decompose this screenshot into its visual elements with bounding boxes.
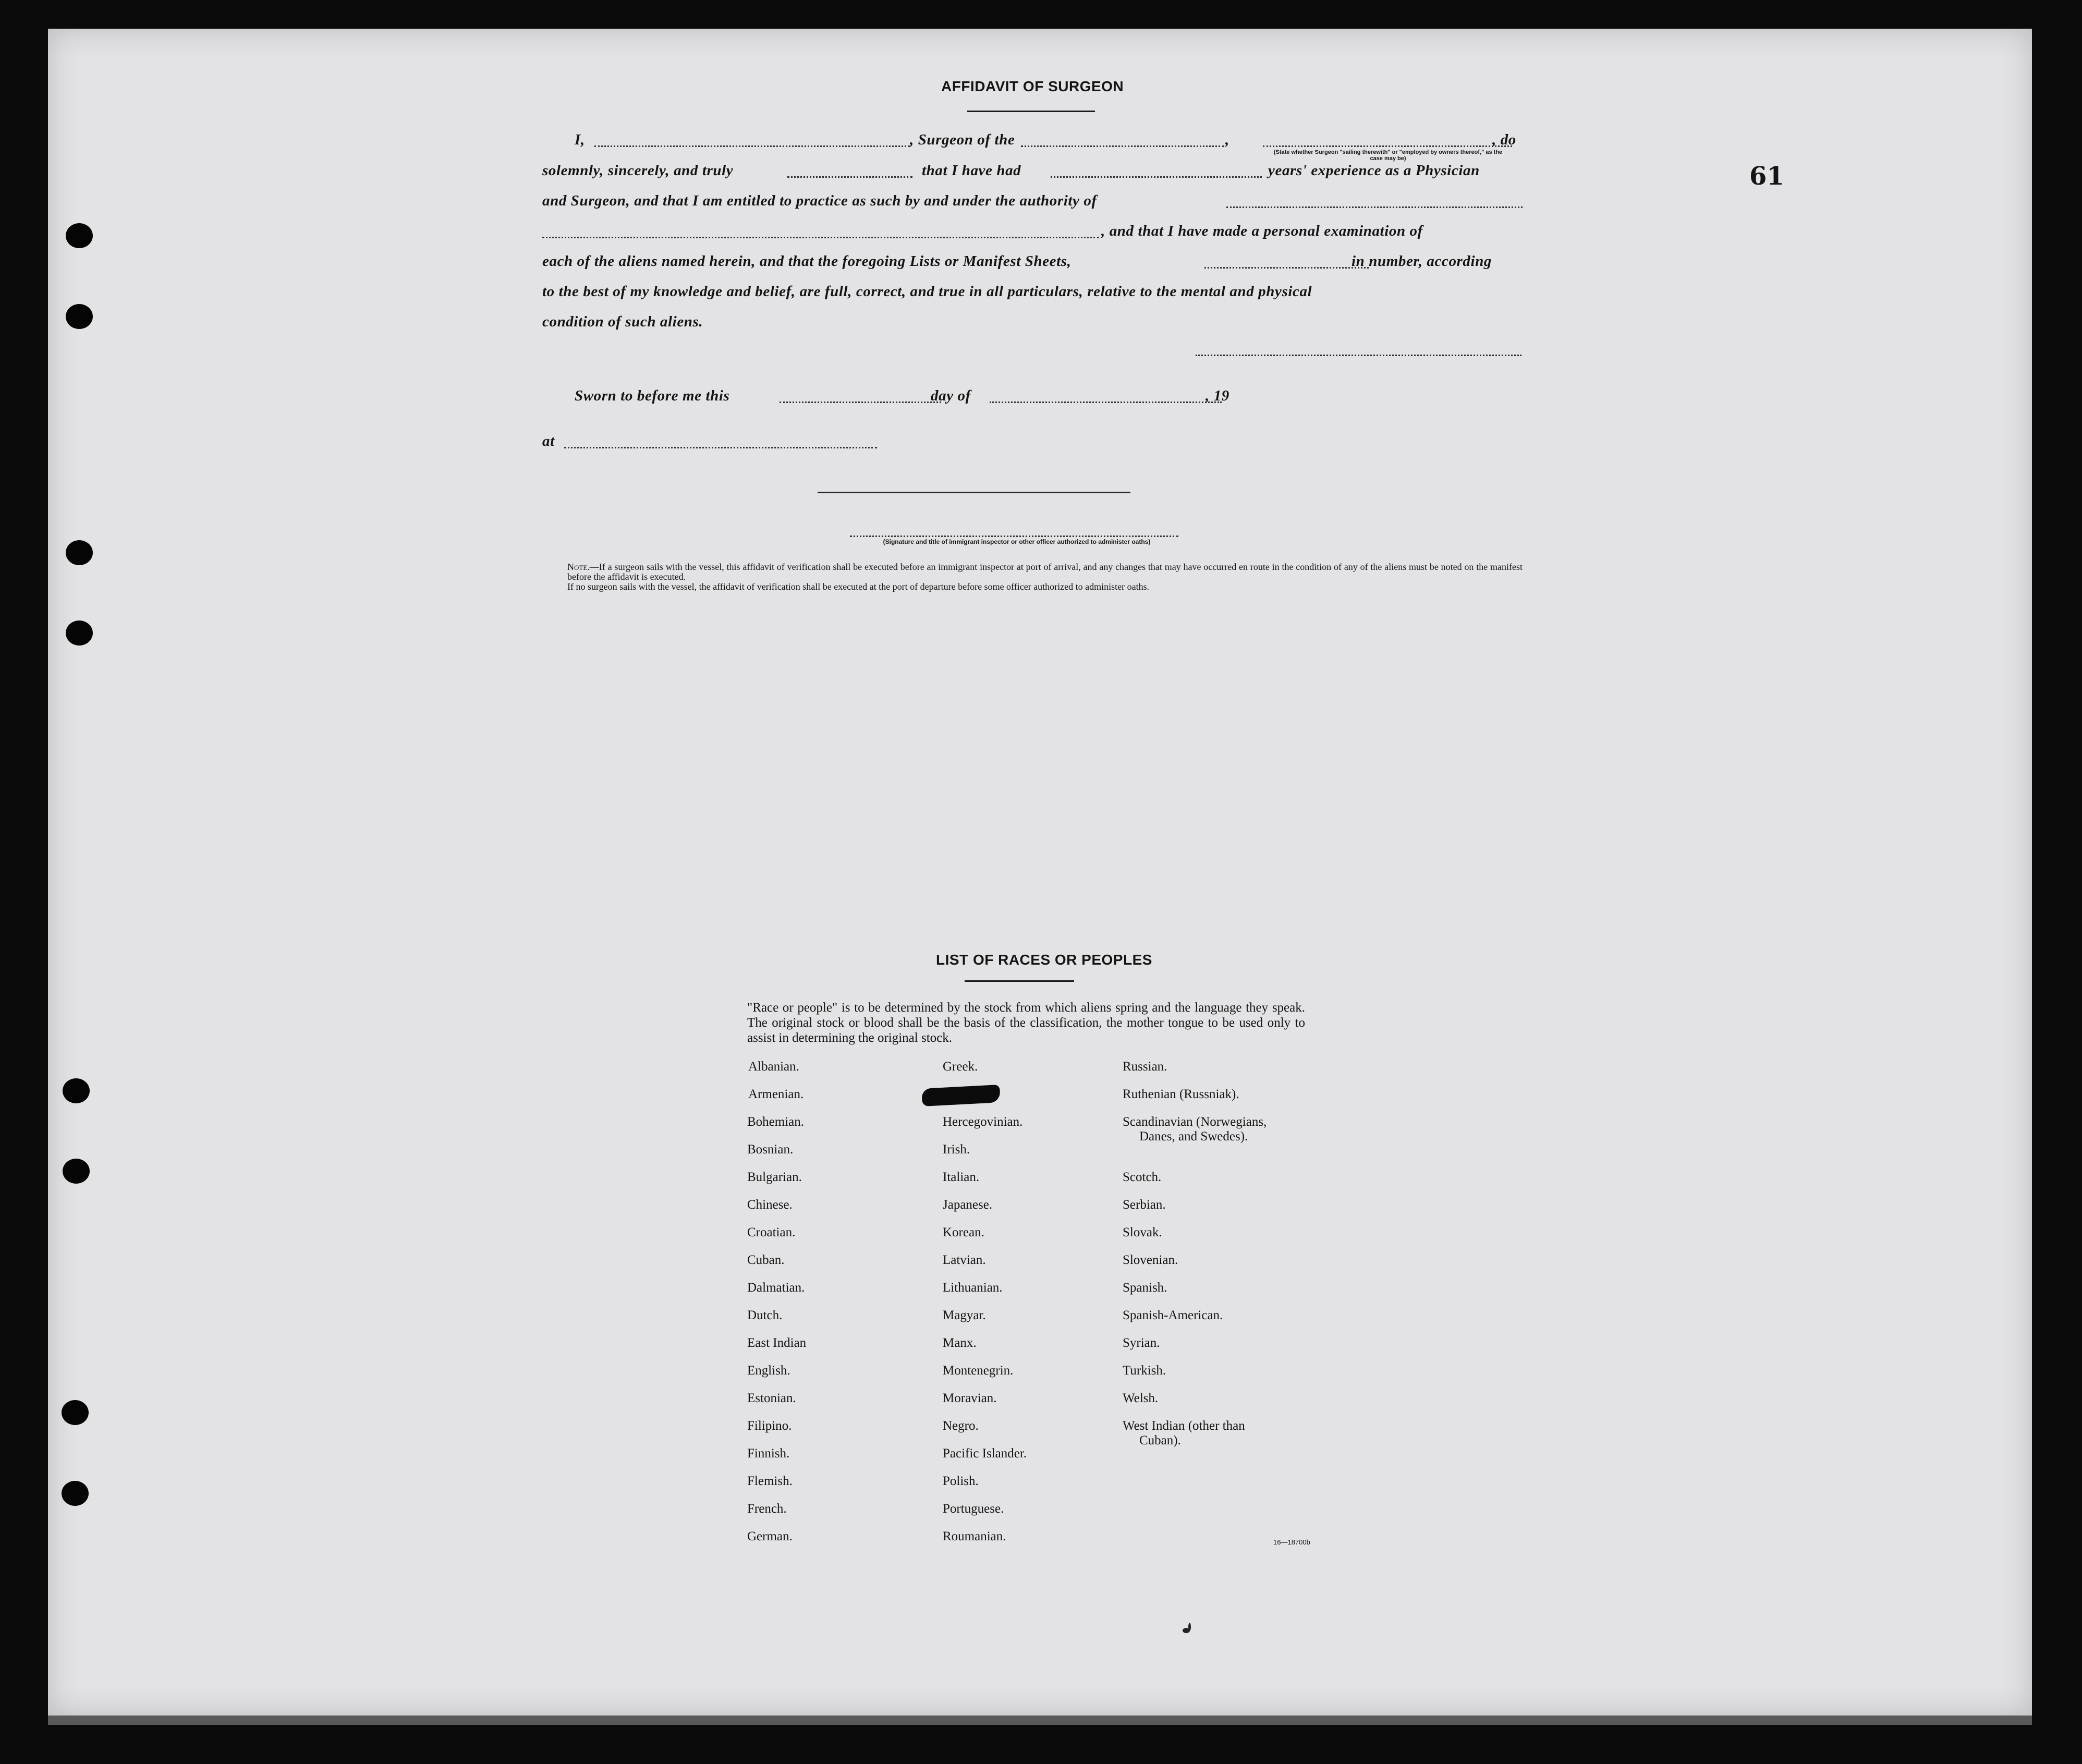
race-item: Italian. — [943, 1170, 980, 1184]
race-item: Magyar. — [943, 1308, 986, 1322]
officer-title-line[interactable] — [850, 536, 1178, 537]
sworn-line — [542, 387, 1523, 408]
form-code: 16—18700b — [1273, 1538, 1310, 1546]
page-number: 61 — [1749, 162, 1784, 191]
race-item: Syrian. — [1123, 1336, 1160, 1350]
race-item: Polish. — [943, 1474, 979, 1488]
binder-hole — [63, 1159, 90, 1184]
affidavit-line-4 — [542, 223, 1523, 244]
race-item: Dutch. — [747, 1308, 783, 1322]
line3-text: and Surgeon, and that I am entitled to practice as such by and under the authority of — [542, 192, 1097, 209]
authority-field-continued[interactable] — [542, 237, 1099, 238]
authority-field[interactable] — [1226, 206, 1523, 208]
affidavit-line-3 — [542, 192, 1523, 213]
races-title-underline — [965, 980, 1074, 982]
surgeon-name-field[interactable] — [594, 145, 910, 147]
oath-form-field[interactable] — [787, 176, 912, 178]
line2-mid: that I have had — [922, 162, 1021, 179]
race-item: Estonian. — [747, 1391, 796, 1405]
affidavit-line-7 — [542, 313, 1523, 334]
race-item: Spanish. — [1123, 1281, 1167, 1295]
race-item: Welsh. — [1123, 1391, 1159, 1405]
place-field[interactable] — [564, 447, 877, 448]
sworn-start: Sworn to before me this — [575, 387, 730, 404]
sworn-end: , 19 — [1206, 387, 1229, 404]
line2-end: years' experience as a Physician — [1268, 162, 1480, 179]
race-item: Manx. — [943, 1336, 977, 1350]
line4-text: , and that I have made a personal examination of — [1101, 223, 1423, 239]
race-item: Croatian. — [747, 1225, 796, 1239]
race-item: Roumanian. — [943, 1529, 1006, 1543]
note-paragraph-2: If no surgeon sails with the vessel, the affidavit of verification shall be executed at the port of departure before some officer authorized to administer oaths. — [567, 581, 1150, 592]
page-edge-shadow — [48, 1716, 2032, 1725]
race-item: Slovenian. — [1123, 1253, 1178, 1267]
officer-signature-line[interactable] — [818, 492, 1130, 493]
race-item: Bosnian. — [747, 1142, 794, 1157]
race-item: Ruthenian (Russniak). — [1123, 1087, 1239, 1101]
race-item: Bulgarian. — [747, 1170, 802, 1184]
sworn-month-field[interactable] — [990, 402, 1222, 403]
race-item: Finnish. — [747, 1446, 790, 1461]
surgeon-signature-line[interactable] — [1196, 355, 1521, 356]
document-page — [48, 29, 2032, 1716]
race-item: Dalmatian. — [747, 1281, 805, 1295]
race-item: Japanese. — [943, 1198, 993, 1212]
race-item: Flemish. — [747, 1474, 793, 1488]
race-item: Chinese. — [747, 1198, 793, 1212]
affidavit-line-2 — [542, 162, 1523, 183]
race-item: Cuban. — [747, 1253, 785, 1267]
binder-hole — [66, 223, 93, 248]
binder-hole — [66, 540, 93, 565]
race-item: Russian. — [1123, 1060, 1167, 1074]
at-label: at — [542, 433, 555, 449]
race-item: Moravian. — [943, 1391, 997, 1405]
binder-hole — [62, 1481, 89, 1506]
race-item: Greek. — [943, 1060, 978, 1074]
line7-text: condition of such aliens. — [542, 313, 703, 330]
surgeon-status-field[interactable] — [1263, 145, 1512, 147]
race-item: Armenian. — [748, 1087, 804, 1101]
affidavit-line-6 — [542, 283, 1523, 304]
race-item: East Indian — [747, 1336, 807, 1350]
signature-caption: (Signature and title of immigrant inspector or other officer authorized to administer oaths) — [883, 538, 1151, 545]
race-item: Scotch. — [1123, 1170, 1162, 1184]
race-item: Spanish-American. — [1123, 1308, 1223, 1322]
place-line — [542, 433, 1523, 454]
ink-speck — [1188, 1623, 1191, 1631]
race-item: Montenegrin. — [943, 1364, 1014, 1378]
race-item: Serbian. — [1123, 1198, 1166, 1212]
line1-do: , do — [1492, 131, 1516, 148]
race-item: Turkish. — [1123, 1364, 1166, 1378]
race-item: Irish. — [943, 1142, 970, 1157]
race-item: Filipino. — [747, 1419, 792, 1433]
race-item: Slovak. — [1123, 1225, 1162, 1239]
race-item: Latvian. — [943, 1253, 986, 1267]
race-item: Bohemian. — [747, 1115, 805, 1129]
race-item: Albanian. — [748, 1060, 799, 1074]
sworn-day-field[interactable] — [780, 402, 941, 403]
binder-hole — [66, 304, 93, 329]
binder-hole — [63, 1078, 90, 1103]
race-item: West Indian (other than — [1123, 1419, 1245, 1433]
race-item: Pacific Islander. — [943, 1446, 1027, 1461]
race-item: Scandinavian (Norwegians, — [1123, 1115, 1267, 1129]
note-paragraph-1: —If a surgeon sails with the vessel, this affidavit of verification shall be executed before an immigrant inspector at port of arrival, and any changes that may have occurred en route in the condition of any of the aliens must be noted on the manifest before the affidavit is executed. — [567, 562, 1523, 582]
race-item: French. — [747, 1502, 787, 1516]
affidavit-line-5 — [542, 253, 1523, 274]
affidavit-note — [547, 562, 1523, 592]
races-title: LIST OF RACES OR PEOPLES — [936, 952, 1152, 968]
surgeon-status-note: (State whether Surgeon "sailing therewith" or "employed by owners thereof," as the case may be) — [1273, 149, 1503, 162]
race-item: Negro. — [943, 1419, 979, 1433]
title-underline — [967, 111, 1095, 112]
vessel-name-field[interactable] — [1021, 145, 1224, 147]
sworn-mid: day of — [931, 387, 971, 404]
race-item: German. — [747, 1529, 793, 1543]
line5-end: in number, according — [1352, 253, 1492, 270]
races-intro: "Race or people" is to be determined by the stock from which aliens spring and the language they speak. The original stock or blood shall be the basis of the classification, the mother tongue to be used only to assist in determining the original stock. — [747, 1001, 1305, 1045]
race-item: Danes, and Swedes). — [1139, 1129, 1248, 1143]
affidavit-title: AFFIDAVIT OF SURGEON — [941, 78, 1124, 94]
race-item: Portuguese. — [943, 1502, 1004, 1516]
line1-comma: , — [1225, 131, 1229, 148]
binder-hole — [62, 1400, 89, 1425]
binder-hole — [66, 621, 93, 646]
race-item: Lithuanian. — [943, 1281, 1003, 1295]
race-item: English. — [747, 1364, 790, 1378]
line5-start: each of the aliens named herein, and that the foregoing Lists or Manifest Sheets, — [542, 253, 1072, 270]
years-experience-field[interactable] — [1051, 176, 1262, 178]
note-label: Note. — [567, 562, 590, 572]
race-item: Hercegovinian. — [943, 1115, 1023, 1129]
line1-surgeon: , Surgeon of the — [910, 131, 1015, 148]
line6-text: to the best of my knowledge and belief, are full, correct, and true in all particulars, relative to the mental and physical — [542, 283, 1312, 300]
race-item: Korean. — [943, 1225, 984, 1239]
line2-start: solemnly, sincerely, and truly — [542, 162, 734, 179]
race-item: Cuban). — [1139, 1433, 1181, 1447]
line1-i: I, — [575, 131, 585, 148]
sheet-count-field[interactable] — [1204, 267, 1369, 269]
